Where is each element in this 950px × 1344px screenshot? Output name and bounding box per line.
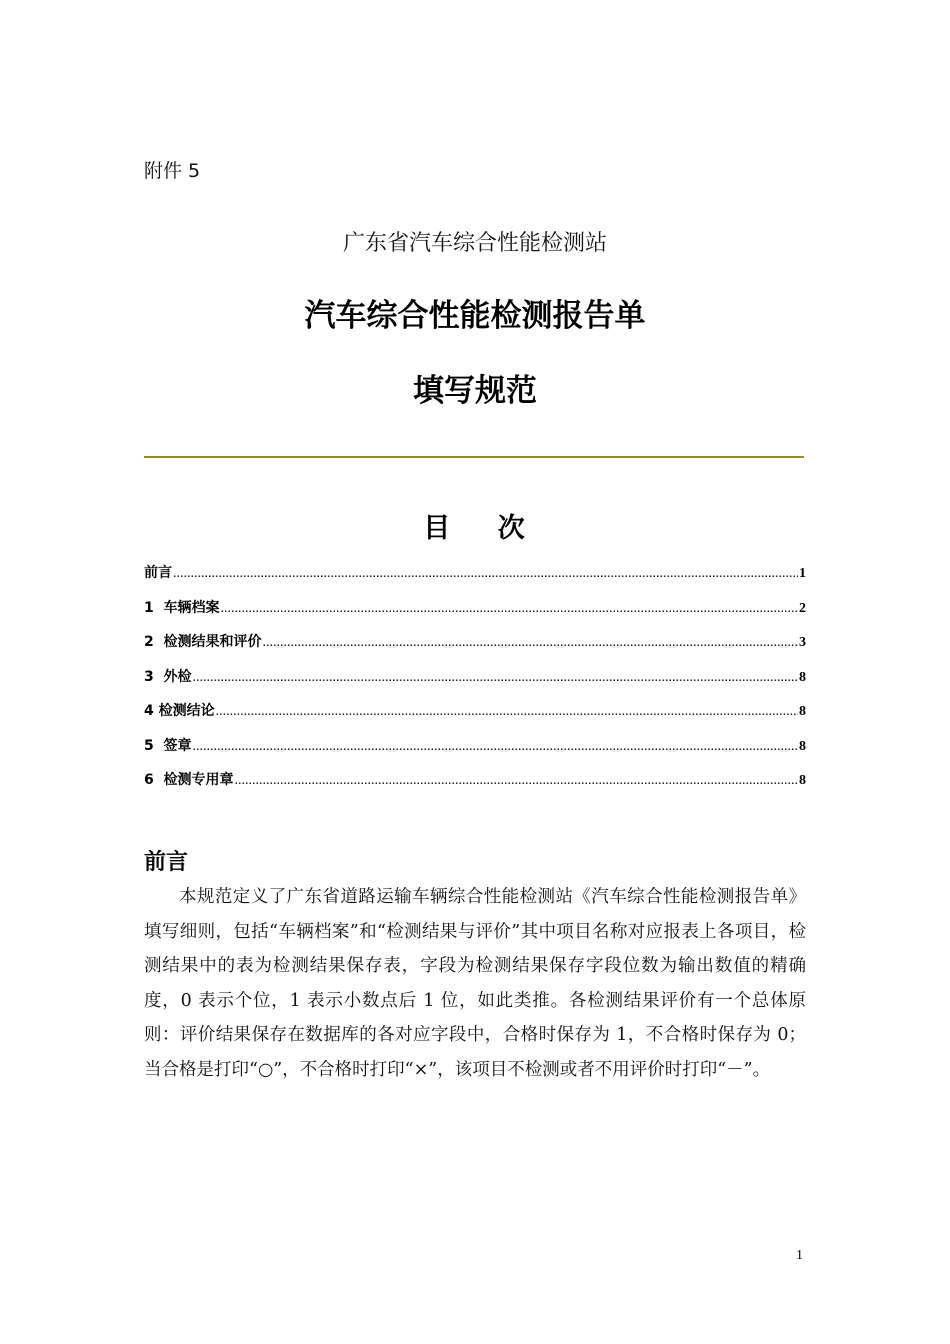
preface-paragraph: 本规范定义了广东省道路运输车辆综合性能检测站《汽车综合性能检测报告单》填写细则，包括“车辆档案”和“检测结果与评价”其中项目名称对应报表上各项目，检测结果中的表为检测结果保存表，字段为检测结果保存字段位数为输出数值的精确度，0 表示个位，1 表示小数点后 1 位，如此类推。各检测结果评价有一个总体原则：评价结果保存在数据库的各对应字段中，合格时保存为 1，不合格时保存为 0；当合格是打印“○”，不合格时打印“×”，该项目不检测或者不用评价时打印“－”。 — [144, 887, 806, 1080]
toc-entry-label: 6 检测专用章 — [144, 772, 234, 788]
toc-leader-dots — [216, 704, 798, 720]
toc-entry-signature[interactable] — [144, 735, 806, 770]
toc-entry-page: 3 — [799, 635, 806, 650]
document-title: 汽车综合性能检测报告单 — [304, 298, 646, 334]
toc-entry-page: 8 — [799, 669, 806, 685]
toc-entry-vehicle-file[interactable] — [144, 597, 806, 632]
toc-entry-preface[interactable] — [144, 562, 806, 597]
table-of-contents — [144, 562, 806, 804]
toc-entry-page: 8 — [799, 773, 806, 788]
toc-entry-page: 8 — [799, 704, 806, 719]
toc-entry-external-inspection[interactable] — [144, 666, 806, 701]
preface-heading: 前言 — [144, 850, 189, 875]
document-subtitle: 填写规范 — [413, 373, 537, 409]
toc-title: 目 次 — [423, 513, 527, 544]
toc-leader-dots — [263, 635, 799, 651]
toc-entry-results-evaluation[interactable] — [144, 631, 806, 666]
organization-name: 广东省汽车综合性能检测站 — [342, 231, 607, 256]
attachment-label: 附件 5 — [144, 160, 201, 182]
toc-leader-dots — [193, 670, 799, 686]
toc-entry-page: 2 — [799, 600, 806, 616]
toc-leader-dots — [193, 739, 799, 755]
toc-entry-label: 4 检测结论 — [144, 703, 215, 719]
toc-entry-label: 3 外检 — [144, 668, 192, 685]
toc-entry-label: 5 签章 — [144, 737, 192, 754]
toc-leader-dots — [235, 773, 799, 789]
toc-entry-label: 2 检测结果和评价 — [144, 634, 262, 650]
toc-entry-page: 1 — [799, 566, 806, 581]
page-number: 1 — [796, 1248, 803, 1263]
title-divider — [144, 456, 804, 458]
toc-leader-dots — [221, 601, 799, 617]
toc-leader-dots — [173, 566, 798, 582]
toc-entry-label: 前言 — [144, 565, 172, 581]
toc-entry-label: 1 车辆档案 — [144, 599, 220, 616]
toc-entry-page: 8 — [799, 738, 806, 754]
toc-entry-seal[interactable] — [144, 769, 806, 804]
toc-entry-conclusion[interactable] — [144, 700, 806, 735]
